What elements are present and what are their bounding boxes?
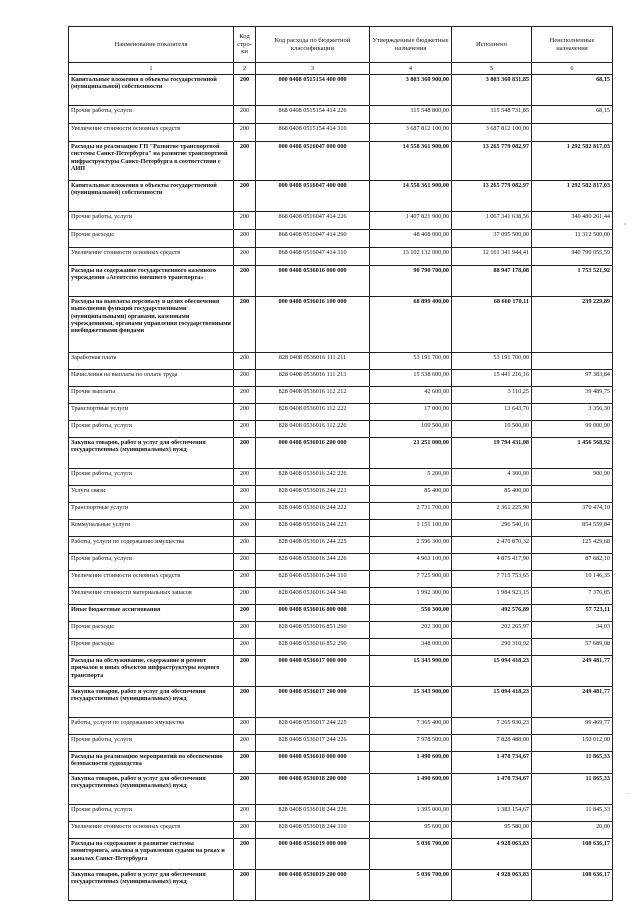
row-name: Начисления на выплаты по оплате труда (69, 370, 234, 387)
row-name: Расходы на содержание и развитие системы мониторинга, анализа и управления судами на реках и каналах Санкт-Петербурга (69, 839, 234, 870)
row-line-code: 200 (234, 106, 256, 124)
row-remaining (532, 124, 613, 142)
table-row (69, 124, 613, 142)
table-row (69, 248, 613, 266)
row-approved: 1 407 821 900,00 (370, 212, 452, 230)
row-remaining: 57 689,08 (532, 639, 613, 656)
row-budget-code: 828 0408 0536016 852 290 (256, 639, 370, 656)
column-number: 1 (69, 63, 234, 75)
row-name: Транспортные услуги (69, 404, 234, 421)
row-budget-code: 828 0408 0536016 112 222 (256, 404, 370, 421)
row-approved: 7 365 400,00 (370, 718, 452, 735)
row-executed: 13 265 779 082,97 (452, 181, 532, 212)
row-remaining: 150 012,00 (532, 735, 613, 752)
row-line-code: 200 (234, 639, 256, 656)
row-executed: 1 478 734,67 (452, 752, 532, 774)
row-budget-code: 828 0408 0536016 244 226 (256, 554, 370, 571)
row-line-code: 200 (234, 438, 256, 469)
row-remaining: 239 229,89 (532, 297, 613, 353)
row-approved: 48 408 000,00 (370, 230, 452, 248)
table-row (69, 605, 613, 622)
row-approved: 1 395 000,00 (370, 805, 452, 822)
row-remaining: 1 753 521,92 (532, 266, 613, 297)
row-line-code: 200 (234, 142, 256, 181)
header-budget-code: Код расхода по бюджетной классификации (256, 27, 370, 63)
row-approved: 13 102 132 000,00 (370, 248, 452, 266)
table-row (69, 687, 613, 718)
row-budget-code: 828 0408 0536016 851 290 (256, 622, 370, 639)
row-executed: 1 478 734,67 (452, 774, 532, 805)
row-line-code: 200 (234, 839, 256, 870)
row-executed: 7 715 753,65 (452, 571, 532, 588)
row-remaining: 87 682,10 (532, 554, 613, 571)
header-name: Наименование показателя (69, 27, 234, 63)
row-line-code: 200 (234, 554, 256, 571)
row-executed: 13 265 779 082,97 (452, 142, 532, 181)
row-budget-code: 000 0408 0536019 200 000 (256, 870, 370, 901)
row-budget-code: 828 0408 0536016 244 225 (256, 537, 370, 554)
row-name: Прочие расходы (69, 230, 234, 248)
row-remaining (532, 353, 613, 370)
table-row (69, 735, 613, 752)
row-name: Работы, услуги по содержанию имущества (69, 718, 234, 735)
row-name: Увеличение стоимости материальных запасов (69, 588, 234, 605)
row-name: Закупка товаров, работ и услуг для обеспечения государственных (муниципальных) нужд (69, 870, 234, 901)
row-line-code: 200 (234, 297, 256, 353)
row-remaining (532, 486, 613, 503)
row-budget-code: 828 0408 0536016 242 226 (256, 469, 370, 486)
row-budget-code: 000 0408 0515154 400 000 (256, 75, 370, 106)
row-name: Прочие работы, услуги (69, 469, 234, 486)
table-row (69, 554, 613, 571)
row-line-code: 200 (234, 486, 256, 503)
row-budget-code: 000 0408 0536016 000 000 (256, 266, 370, 297)
row-name: Закупка товаров, работ и услуг для обеспечения государственных (муниципальных) нужд (69, 687, 234, 718)
row-executed: 53 191 700,00 (452, 353, 532, 370)
row-budget-code: 828 0408 0536016 112 226 (256, 421, 370, 438)
row-name: Расходы на выплаты персоналу в целях обеспечения выполнения функций государственными (муниципальными) органами, казенными учреждениями, органами управления государственными внебюджетными фондами (69, 297, 234, 353)
row-name: Прочие работы, услуги (69, 735, 234, 752)
row-approved: 14 558 361 900,00 (370, 181, 452, 212)
table-row (69, 639, 613, 656)
row-remaining: 854 559,84 (532, 520, 613, 537)
row-approved: 90 790 700,00 (370, 266, 452, 297)
row-executed: 7 265 930,23 (452, 718, 532, 735)
row-executed: 10 500,00 (452, 421, 532, 438)
row-name: Закупка товаров, работ и услуг для обеспечения государственных (муниципальных) нужд (69, 774, 234, 805)
table-row (69, 839, 613, 870)
table-row (69, 266, 613, 297)
table-row (69, 520, 613, 537)
table-row (69, 805, 613, 822)
row-budget-code: 828 0408 0536016 111 213 (256, 370, 370, 387)
row-budget-code: 000 0408 0536017 000 000 (256, 656, 370, 687)
table-row (69, 718, 613, 735)
row-remaining: 97 383,84 (532, 370, 613, 387)
header-remaining: Неисполненные назначения (532, 27, 613, 63)
table-body (69, 75, 613, 901)
row-line-code: 200 (234, 656, 256, 687)
row-budget-code: 828 0408 0536016 244 223 (256, 520, 370, 537)
row-remaining: 1 292 582 817,03 (532, 181, 613, 212)
table-row (69, 353, 613, 370)
row-approved: 7 725 900,00 (370, 571, 452, 588)
row-line-code: 200 (234, 605, 256, 622)
row-name: Услуги связи (69, 486, 234, 503)
row-name: Иные бюджетные ассигнования (69, 605, 234, 622)
table-row (69, 181, 613, 212)
table-row (69, 404, 613, 421)
row-line-code: 200 (234, 805, 256, 822)
row-remaining: 57 723,11 (532, 605, 613, 622)
row-budget-code: 000 0408 0536016 200 000 (256, 438, 370, 469)
row-budget-code: 000 0408 0536018 200 000 (256, 774, 370, 805)
row-line-code: 200 (234, 622, 256, 639)
row-name: Работы, услуги по содержанию имущества (69, 537, 234, 554)
table-row (69, 142, 613, 181)
row-approved: 1 992 300,00 (370, 588, 452, 605)
row-line-code: 200 (234, 718, 256, 735)
row-name: Расходы на реализацию мероприятий по обеспечению безопасности судоходства (69, 752, 234, 774)
row-budget-code: 868 0408 0516047 414 310 (256, 248, 370, 266)
row-budget-code: 828 0408 0536016 244 310 (256, 571, 370, 588)
row-approved: 550 300,00 (370, 605, 452, 622)
row-name: Прочие расходы (69, 639, 234, 656)
row-approved: 21 251 000,00 (370, 438, 452, 469)
row-name: Расходы на обслуживание, содержание и ремонт причалов и иных объектов инфраструктуры водного транспорта (69, 656, 234, 687)
row-name: Прочие работы, услуги (69, 212, 234, 230)
row-name: Прочие работы, услуги (69, 106, 234, 124)
row-executed: 68 660 170,11 (452, 297, 532, 353)
row-name: Увеличение стоимости основных средств (69, 248, 234, 266)
table-row (69, 571, 613, 588)
row-approved: 17 000,00 (370, 404, 452, 421)
row-executed: 85 400,00 (452, 486, 532, 503)
row-remaining: 1 292 582 817,03 (532, 142, 613, 181)
row-executed: 15 094 418,23 (452, 656, 532, 687)
row-executed: 37 095 500,00 (452, 230, 532, 248)
row-executed: 3 110,25 (452, 387, 532, 404)
row-executed: 7 828 488,00 (452, 735, 532, 752)
row-budget-code: 000 0408 0536019 000 000 (256, 839, 370, 870)
row-executed: 13 643,70 (452, 404, 532, 421)
row-line-code: 200 (234, 404, 256, 421)
row-approved: 5 036 700,00 (370, 839, 452, 870)
row-executed: 19 794 431,08 (452, 438, 532, 469)
row-line-code: 200 (234, 230, 256, 248)
row-line-code: 200 (234, 687, 256, 718)
row-approved: 202 300,00 (370, 622, 452, 639)
row-executed: 88 947 178,08 (452, 266, 532, 297)
row-remaining: 10 146,35 (532, 571, 613, 588)
row-approved: 7 978 500,00 (370, 735, 452, 752)
row-executed: 15 094 418,23 (452, 687, 532, 718)
row-remaining: 125 429,68 (532, 537, 613, 554)
row-approved: 109 500,00 (370, 421, 452, 438)
row-remaining: 108 636,17 (532, 839, 613, 870)
row-line-code: 200 (234, 124, 256, 142)
row-line-code: 200 (234, 520, 256, 537)
column-number: 6 (532, 63, 613, 75)
row-budget-code: 868 0408 0515154 414 226 (256, 106, 370, 124)
row-approved: 115 548 800,00 (370, 106, 452, 124)
row-budget-code: 828 0408 0536016 244 340 (256, 588, 370, 605)
row-line-code: 200 (234, 537, 256, 554)
table-row (69, 537, 613, 554)
row-executed: 1 984 923,15 (452, 588, 532, 605)
row-remaining: 11 865,33 (532, 774, 613, 805)
row-name: Прочие работы, услуги (69, 805, 234, 822)
header-approved: Утвержденные бюджетные назначения (370, 27, 452, 63)
row-line-code: 200 (234, 370, 256, 387)
table-row (69, 421, 613, 438)
table-row (69, 370, 613, 387)
row-approved: 15 343 900,00 (370, 656, 452, 687)
row-budget-code: 000 0408 0536016 800 000 (256, 605, 370, 622)
row-executed: 1 067 341 638,56 (452, 212, 532, 230)
row-remaining: 370 474,10 (532, 503, 613, 520)
row-budget-code: 000 0408 0516047 000 000 (256, 142, 370, 181)
row-remaining: 7 376,85 (532, 588, 613, 605)
row-remaining: 99 469,77 (532, 718, 613, 735)
row-remaining: 11 845,33 (532, 805, 613, 822)
row-remaining: 940 790 055,59 (532, 248, 613, 266)
table-row (69, 469, 613, 486)
row-budget-code: 828 0408 0536017 244 226 (256, 735, 370, 752)
row-line-code: 200 (234, 387, 256, 404)
column-number: 5 (452, 63, 532, 75)
table-row (69, 387, 613, 404)
table-row (69, 75, 613, 106)
table-row (69, 230, 613, 248)
row-budget-code: 000 0408 0536018 000 000 (256, 752, 370, 774)
row-line-code: 200 (234, 870, 256, 901)
row-executed: 2 470 870,32 (452, 537, 532, 554)
row-line-code: 200 (234, 752, 256, 774)
row-executed: 4 875 417,90 (452, 554, 532, 571)
table-row (69, 212, 613, 230)
row-executed: 290 310,92 (452, 639, 532, 656)
row-approved: 95 600,00 (370, 822, 452, 839)
row-budget-code: 000 0408 0536017 200 000 (256, 687, 370, 718)
row-budget-code: 868 0408 0515154 414 310 (256, 124, 370, 142)
row-line-code: 200 (234, 353, 256, 370)
table-row (69, 588, 613, 605)
row-name: Расходы на реализацию ГП "Развитие транспортной системы Санкт-Петербурга" на развитие транспортной инфраструктуры Санкт-Петербурга в соответствии с АИП (69, 142, 234, 181)
row-line-code: 200 (234, 822, 256, 839)
row-name: Прочие выплаты (69, 387, 234, 404)
row-remaining: 3 356,30 (532, 404, 613, 421)
row-remaining: 108 636,17 (532, 870, 613, 901)
row-remaining: 11 865,33 (532, 752, 613, 774)
table-row (69, 106, 613, 124)
row-executed: 2 361 225,90 (452, 503, 532, 520)
row-executed: 3 687 812 100,00 (452, 124, 532, 142)
row-name: Увеличение стоимости основных средств (69, 571, 234, 588)
row-approved: 1 490 600,00 (370, 774, 452, 805)
row-remaining: 249 481,77 (532, 656, 613, 687)
row-budget-code: 828 0408 0536018 244 310 (256, 822, 370, 839)
row-name: Прочие работы, услуги (69, 554, 234, 571)
table-row (69, 438, 613, 469)
row-executed: 202 265,97 (452, 622, 532, 639)
row-approved: 2 731 700,00 (370, 503, 452, 520)
row-remaining: 249 481,77 (532, 687, 613, 718)
row-name: Увеличение стоимости основных средств (69, 822, 234, 839)
row-line-code: 200 (234, 75, 256, 106)
row-budget-code: 868 0408 0516047 414 226 (256, 212, 370, 230)
row-budget-code: 828 0408 0536016 244 221 (256, 486, 370, 503)
row-executed: 1 383 154,67 (452, 805, 532, 822)
row-approved: 15 538 600,00 (370, 370, 452, 387)
table-row (69, 656, 613, 687)
table-row (69, 486, 613, 503)
row-remaining: 900,00 (532, 469, 613, 486)
row-line-code: 200 (234, 421, 256, 438)
row-name: Коммунальные услуги (69, 520, 234, 537)
row-approved: 3 803 360 900,00 (370, 75, 452, 106)
column-number: 4 (370, 63, 452, 75)
column-number: 3 (256, 63, 370, 75)
row-name: Заработная плата (69, 353, 234, 370)
row-approved: 5 036 700,00 (370, 870, 452, 901)
row-executed: 4 928 063,83 (452, 870, 532, 901)
table-row (69, 822, 613, 839)
row-name: Закупка товаров, работ и услуг для обеспечения государственных (муниципальных) нужд (69, 438, 234, 469)
row-approved: 5 200,00 (370, 469, 452, 486)
header-line-code: Код стро-ки (234, 27, 256, 63)
row-line-code: 200 (234, 469, 256, 486)
row-approved: 42 600,00 (370, 387, 452, 404)
margin-mark: ‹ (624, 220, 627, 228)
row-line-code: 200 (234, 212, 256, 230)
row-remaining: 34,03 (532, 622, 613, 639)
row-line-code: 200 (234, 503, 256, 520)
row-line-code: 200 (234, 248, 256, 266)
row-line-code: 200 (234, 181, 256, 212)
header-row (69, 27, 613, 63)
row-line-code: 200 (234, 588, 256, 605)
row-line-code: 200 (234, 571, 256, 588)
row-remaining: 20,00 (532, 822, 613, 839)
table-row (69, 297, 613, 353)
row-name: Капитальные вложения в объекты государственной (муниципальной) собственности (69, 181, 234, 212)
row-remaining: 68,15 (532, 75, 613, 106)
column-number: 2 (234, 63, 256, 75)
row-executed: 12 161 341 944,41 (452, 248, 532, 266)
row-budget-code: 828 0408 0536016 112 212 (256, 387, 370, 404)
row-name: Прочие работы, услуги (69, 421, 234, 438)
row-approved: 53 191 700,00 (370, 353, 452, 370)
row-approved: 15 343 900,00 (370, 687, 452, 718)
header-executed: Исполнено (452, 27, 532, 63)
row-name: Прочие расходы (69, 622, 234, 639)
row-approved: 1 151 100,00 (370, 520, 452, 537)
row-executed: 3 803 360 831,85 (452, 75, 532, 106)
margin-mark: · (626, 790, 629, 798)
row-line-code: 200 (234, 735, 256, 752)
row-remaining: 1 456 568,92 (532, 438, 613, 469)
row-approved: 4 963 100,00 (370, 554, 452, 571)
row-executed: 4 300,00 (452, 469, 532, 486)
row-approved: 85 400,00 (370, 486, 452, 503)
table-row (69, 622, 613, 639)
column-number-row (69, 63, 613, 75)
row-remaining: 99 000,00 (532, 421, 613, 438)
row-name: Расходы на содержание государственного казенного учреждения «Агентство внешнего транспорта» (69, 266, 234, 297)
row-budget-code: 000 0408 0516047 400 000 (256, 181, 370, 212)
table-row (69, 774, 613, 805)
row-budget-code: 000 0408 0536016 100 000 (256, 297, 370, 353)
row-executed: 4 928 063,83 (452, 839, 532, 870)
row-approved: 348 000,00 (370, 639, 452, 656)
row-approved: 3 687 812 100,00 (370, 124, 452, 142)
row-budget-code: 868 0408 0516047 414 290 (256, 230, 370, 248)
row-budget-code: 828 0408 0536016 111 211 (256, 353, 370, 370)
row-name: Капитальные вложения в объекты государственной (муниципальной) собственности (69, 75, 234, 106)
row-line-code: 200 (234, 774, 256, 805)
row-approved: 14 558 361 900,00 (370, 142, 452, 181)
row-budget-code: 828 0408 0536016 244 222 (256, 503, 370, 520)
row-budget-code: 828 0408 0536017 244 225 (256, 718, 370, 735)
row-approved: 1 490 600,00 (370, 752, 452, 774)
row-approved: 2 596 300,00 (370, 537, 452, 554)
row-executed: 115 548 731,85 (452, 106, 532, 124)
row-executed: 296 540,16 (452, 520, 532, 537)
table-row (69, 752, 613, 774)
row-executed: 95 580,00 (452, 822, 532, 839)
row-budget-code: 828 0408 0536018 244 226 (256, 805, 370, 822)
row-approved: 68 899 400,00 (370, 297, 452, 353)
row-remaining: 39 489,75 (532, 387, 613, 404)
row-executed: 492 576,89 (452, 605, 532, 622)
row-remaining: 340 480 261,44 (532, 212, 613, 230)
row-executed: 15 441 216,16 (452, 370, 532, 387)
row-name: Увеличение стоимости основных средств (69, 124, 234, 142)
table-row (69, 503, 613, 520)
row-name: Транспортные услуги (69, 503, 234, 520)
row-line-code: 200 (234, 266, 256, 297)
row-remaining: 68,15 (532, 106, 613, 124)
budget-execution-table (68, 26, 613, 901)
row-remaining: 11 312 500,00 (532, 230, 613, 248)
table-row (69, 870, 613, 901)
